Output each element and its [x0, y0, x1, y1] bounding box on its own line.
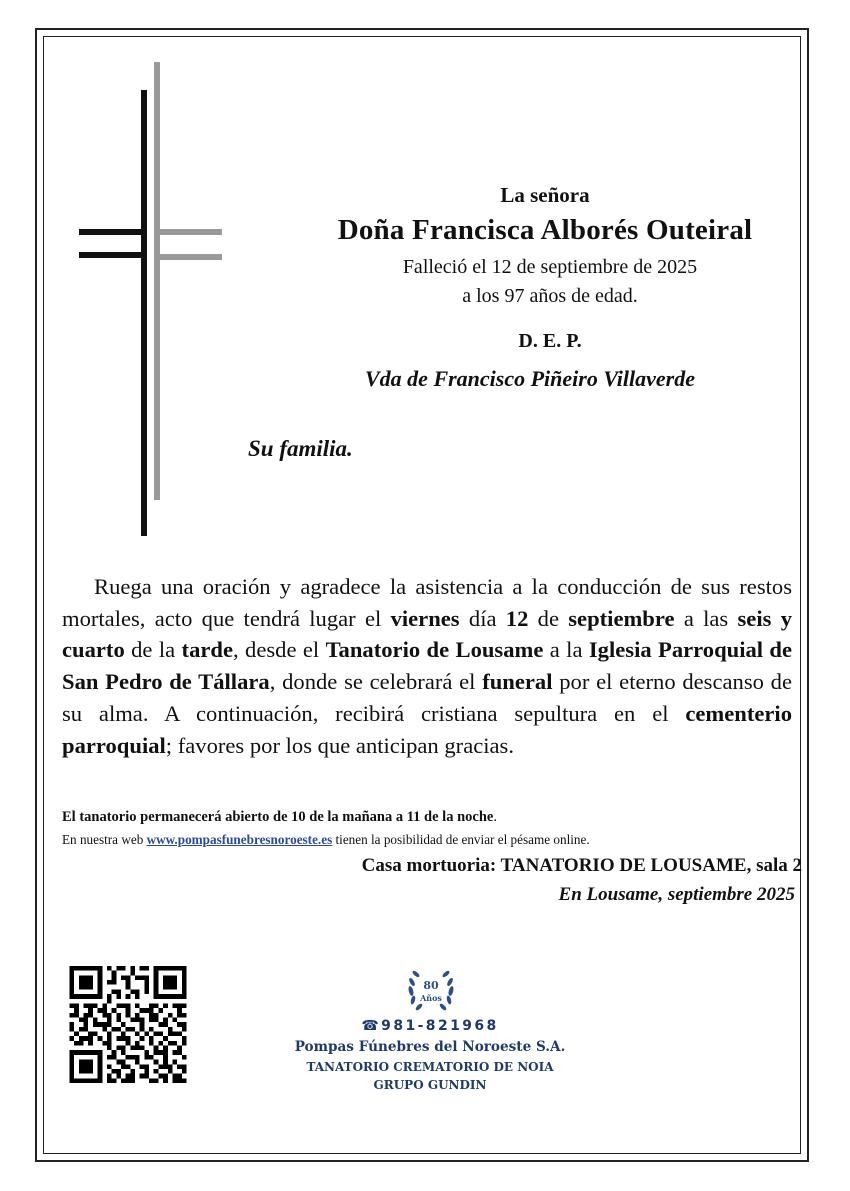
anniversary-badge	[403, 963, 459, 1017]
family-signature: Su familia.	[248, 436, 353, 461]
website-link[interactable]: www.pompasfunebresnoroeste.es	[146, 832, 333, 847]
cross-black-vertical	[141, 90, 147, 536]
phone-icon: ☎	[361, 1018, 382, 1034]
deceased-name: Doña Francisca Alborés Outeiral	[337, 214, 753, 246]
company-phone: ☎981-821968	[361, 1018, 499, 1034]
place-date: En Lousame, septiembre 2025	[558, 884, 795, 905]
opening-hours: El tanatorio permanecerá abierto de 10 de la mañana a 11 de la noche.	[62, 809, 497, 825]
badge-word: Años	[420, 993, 442, 1003]
qr-code[interactable]	[69, 966, 187, 1083]
rip-line: D. E. P.	[518, 330, 582, 352]
company-group: GRUPO GUNDIN	[373, 1078, 487, 1092]
company-tanatorio: TANATORIO CREMATORIO DE NOIA	[306, 1060, 554, 1074]
death-date: Falleció el 12 de septiembre de 2025	[402, 256, 698, 278]
mortuary-line: Casa mortuoria: TANATORIO DE LOUSAME, sala 2	[361, 855, 802, 876]
cross-gray-vertical	[154, 62, 160, 500]
cross-black-bar-bottom	[79, 252, 147, 258]
widow-line: Vda de Francisco Piñeiro Villaverde	[365, 366, 695, 391]
company-name: Pompas Fúnebres del Noroeste S.A.	[294, 1039, 566, 1055]
age-line: a los 97 años de edad.	[462, 285, 638, 307]
ceremony-paragraph: Ruega una oración y agradece la asistencia a la conducción de sus restos mortales, acto que tendrá lugar el viernes día 12 de septiembre a las seis y cuarto de la tarde, desde el Tanatorio de Lousame a la Iglesia Parroquial de San Pedro de Tállara, donde se celebrará el funeral por el eterno descanso de su alma. A continuación, recibirá cristiana sepultura en el cementerio parroquial; favores por los que anticipan gracias.	[62, 574, 793, 758]
cross-black-bar-top	[79, 229, 147, 235]
cross-gray-bar-bottom	[154, 254, 222, 260]
badge-number: 80	[423, 979, 439, 992]
web-notice: En nuestra web www.pompasfunebresnoroeste.es tienen la posibilidad de enviar el pésame online.	[62, 832, 590, 847]
title-prefix: La señora	[500, 183, 590, 207]
cross-gray-bar-top	[154, 229, 222, 235]
cross-icon	[75, 62, 225, 542]
